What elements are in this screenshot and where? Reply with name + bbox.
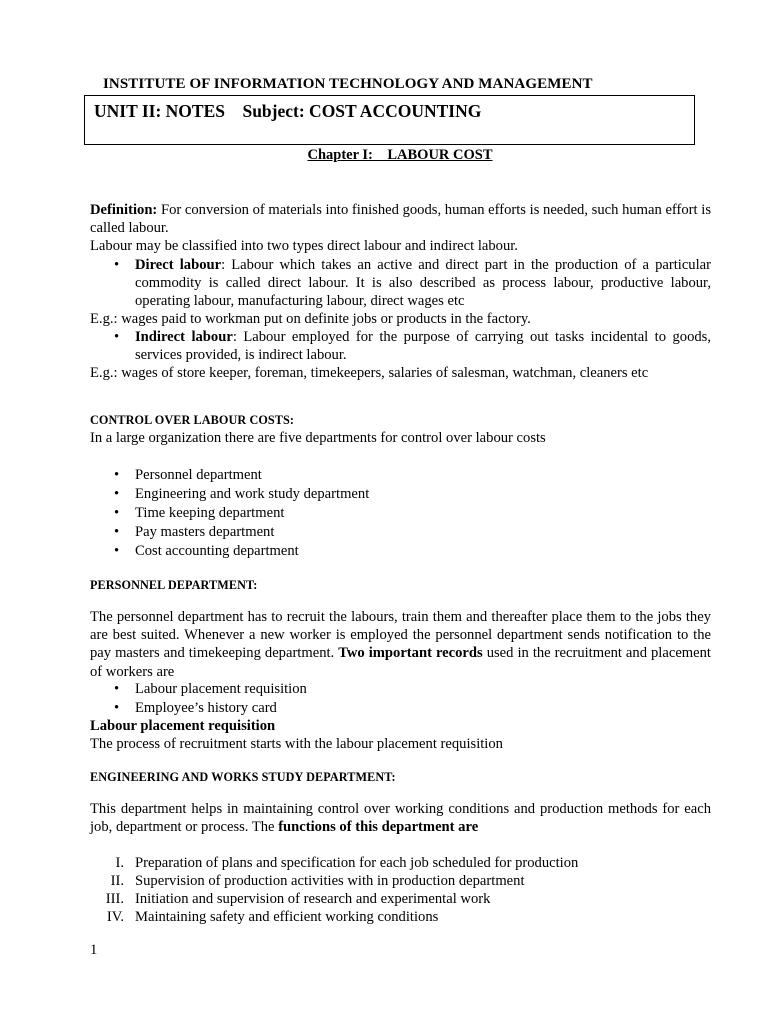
list-item: Supervision of production activities with in production department xyxy=(135,873,525,889)
list-item: Initiation and supervision of research and experimental work xyxy=(135,891,491,907)
sub-heading: Labour placement requisition xyxy=(90,718,276,734)
engineering-text-bold: functions of this department are xyxy=(278,819,479,836)
list-item: Personnel department xyxy=(135,467,262,483)
bullet-icon: • xyxy=(114,524,120,540)
page-number: 1 xyxy=(90,942,98,958)
bullet-icon: • xyxy=(114,505,120,521)
engineering-heading: ENGINEERING AND WORKS STUDY DEPARTMENT: xyxy=(90,770,396,784)
list-item: Pay masters department xyxy=(135,524,275,540)
bullet-icon: • xyxy=(114,543,120,559)
list-item: Labour placement requisition xyxy=(135,681,307,697)
personnel-text-a: The personnel department has to recruit the labours, train them and thereafter place them to the jobs they are best suited. Whenever a new worker is employed the personnel department sends notification to the pay masters and timekeeping department. xyxy=(90,609,711,662)
bullet-icon: • xyxy=(114,329,120,345)
roman-numeral: IV. xyxy=(106,909,124,925)
list-item: Time keeping department xyxy=(135,505,285,521)
personnel-heading: PERSONNEL DEPARTMENT: xyxy=(90,578,258,592)
bullet-icon: • xyxy=(114,467,120,483)
roman-numeral: III. xyxy=(105,891,124,907)
engineering-paragraph xyxy=(90,800,711,836)
definition-text: For conversion of materials into finished goods, human efforts is needed, such human effort is called labour. xyxy=(90,202,711,237)
indirect-example: E.g.: wages of store keeper, foreman, timekeepers, salaries of salesman, watchman, cleaners etc xyxy=(90,365,649,381)
bullet-icon: • xyxy=(114,681,120,697)
control-intro: In a large organization there are five departments for control over labour costs xyxy=(90,430,546,446)
list-item: Engineering and work study department xyxy=(135,486,370,502)
list-item: Cost accounting department xyxy=(135,543,299,559)
subject-label: Subject: COST ACCOUNTING xyxy=(242,101,482,121)
direct-labour-label: Direct labour xyxy=(135,257,222,273)
definition-label: Definition: xyxy=(90,202,158,218)
chapter-title: Chapter I: LABOUR COST xyxy=(307,147,493,163)
classification-line: Labour may be classified into two types direct labour and indirect labour. xyxy=(90,238,518,254)
indirect-labour-label: Indirect labour xyxy=(135,329,233,345)
unit-title xyxy=(94,101,481,122)
sub-text: The process of recruitment starts with the labour placement requisition xyxy=(90,736,503,752)
roman-numeral: II. xyxy=(110,873,124,889)
list-item: Employee’s history card xyxy=(135,700,277,716)
engineering-text-a: This department helps in maintaining control over working conditions and production methods for each job, department or process. The xyxy=(90,801,711,836)
direct-labour-item xyxy=(135,256,711,311)
institute-title: INSTITUTE OF INFORMATION TECHNOLOGY AND MANAGEMENT xyxy=(103,76,593,92)
definition-paragraph xyxy=(90,201,711,237)
indirect-labour-item xyxy=(135,328,711,364)
direct-labour-text: : Labour which takes an active and direct part in the production of a particular commodity is called direct labour. It is also described as process labour, productive labour, operating labour, manufacturing labour, direct wages etc xyxy=(135,257,711,310)
roman-numeral: I. xyxy=(115,855,124,871)
personnel-paragraph xyxy=(90,608,711,681)
direct-example: E.g.: wages paid to workman put on definite jobs or products in the factory. xyxy=(90,311,531,327)
list-item: Preparation of plans and specification for each job scheduled for production xyxy=(135,855,579,871)
bullet-icon: • xyxy=(114,486,120,502)
bullet-icon: • xyxy=(114,257,120,273)
indirect-labour-text: : Labour employed for the purpose of carrying out tasks incidental to goods, services provided, is indirect labour. xyxy=(135,329,711,364)
unit-label: UNIT II: NOTES xyxy=(94,101,225,121)
personnel-text-b: used in the recruitment and placement of workers are xyxy=(90,645,711,680)
personnel-text-bold: Two important records xyxy=(338,645,483,662)
control-heading: CONTROL OVER LABOUR COSTS: xyxy=(90,413,295,427)
list-item: Maintaining safety and efficient working conditions xyxy=(135,909,439,925)
bullet-icon: • xyxy=(114,700,120,716)
